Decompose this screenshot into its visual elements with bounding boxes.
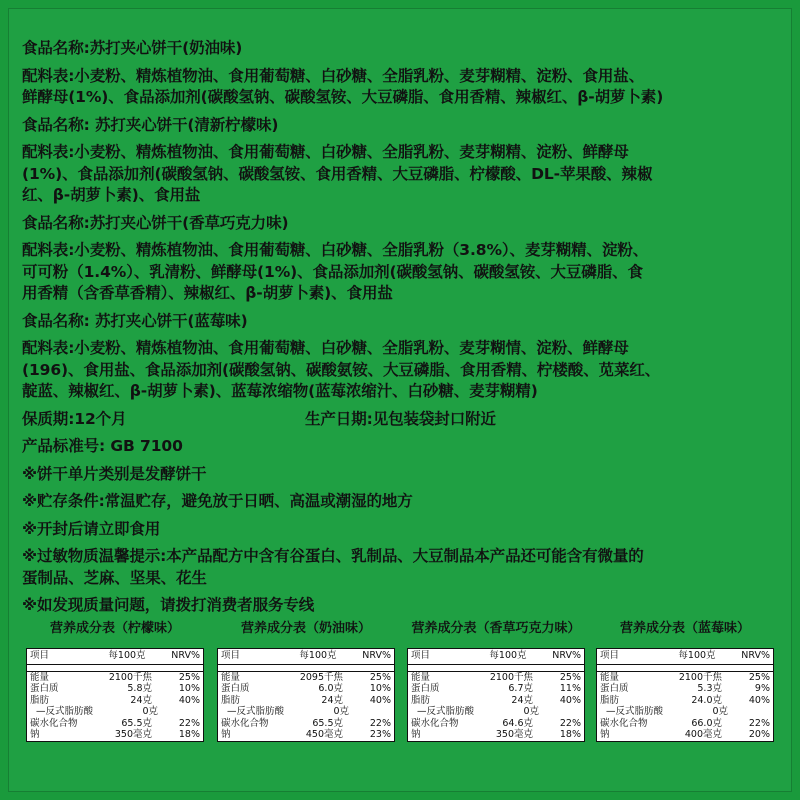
nutrient-nrv: [158, 706, 200, 718]
nutrient-nrv: 22%: [748, 717, 770, 729]
header-per100g: 每100克: [108, 650, 146, 661]
nutrient-name: 钠: [600, 729, 610, 740]
nutrition-table-title: 营养成分表（柠檬味）: [49, 621, 180, 636]
table-row: [597, 729, 773, 741]
nutrient-nrv: 22%: [178, 717, 200, 729]
nutrition-table-blueberry: [596, 620, 774, 742]
header-nrv: NRV%: [741, 650, 770, 661]
nutrient-amount: 64.6克: [502, 717, 533, 729]
product-block-lemon: [22, 115, 782, 137]
nutrient-amount: 0克: [142, 706, 158, 717]
nutrient-name: 能量: [600, 671, 620, 683]
nutrient-amount: 2095千焦: [299, 671, 343, 683]
nutrient-amount: 2100千焦: [489, 671, 533, 683]
table-row: [408, 695, 584, 707]
nutrient-name: —反式脂肪酸: [606, 706, 664, 717]
table-row: [218, 672, 394, 684]
ingredients-line: 配料表:小麦粉、精炼植物油、食用葡萄糖、白砂糖、全脂乳粉、麦芽糊精、淀粉、食用盐、: [22, 66, 645, 85]
table-row: [218, 729, 394, 741]
nutrient-amount: 65.5克: [121, 717, 152, 729]
ingredients-cream: [22, 66, 782, 109]
standard-row: [22, 436, 782, 458]
nutrient-amount: 450毫克: [305, 729, 343, 740]
nutrient-nrv: 25%: [748, 671, 770, 683]
product-name: 食品名称:苏打夹心饼干(奶油味): [22, 39, 243, 57]
table-row: [597, 706, 773, 718]
header-divider: [597, 665, 773, 672]
nutrient-amount: 5.3克: [697, 683, 722, 694]
nutrient-name: 碳水化合物: [30, 717, 78, 729]
table-row: [27, 706, 203, 718]
table-row: [408, 683, 584, 695]
allergen-note: [22, 546, 782, 589]
production-date: 生产日期:见包装袋封口附近: [305, 409, 496, 428]
nutrient-amount: 24克: [321, 694, 343, 706]
table-row: [408, 706, 584, 718]
header-divider: [408, 665, 584, 672]
header-item: 项目: [30, 650, 50, 661]
nutrition-table-cream: [217, 620, 395, 742]
note-row: [22, 519, 782, 541]
nutrient-nrv: 40%: [369, 694, 391, 706]
allergen-line: 蛋制品、芝麻、坚果、花生: [22, 568, 207, 587]
table-row: [27, 683, 203, 695]
note-storage: ※贮存条件:常温贮存，避免放于日晒、高温或潮湿的地方: [22, 492, 413, 510]
nutrient-name: 脂肪: [411, 694, 431, 706]
nutrient-amount: 400毫克: [684, 729, 722, 740]
table-header-row: [27, 649, 203, 665]
nutrition-grid: [596, 648, 774, 742]
nutrient-name: —反式脂肪酸: [36, 706, 94, 717]
nutrient-nrv: [349, 706, 391, 718]
header-divider: [27, 665, 203, 672]
header-per100g: 每100克: [489, 650, 527, 661]
nutrient-name: 碳水化合物: [600, 717, 648, 729]
nutrient-amount: 0克: [523, 706, 539, 717]
nutrient-name: 脂肪: [221, 694, 241, 706]
nutrient-nrv: 18%: [559, 729, 581, 740]
nutrient-amount: 24克: [511, 694, 533, 706]
allergen-line: ※过敏物质温馨提示:本产品配方中含有谷蛋白、乳制品、大豆制品本产品还可能含有微量的: [22, 547, 644, 565]
table-row: [27, 729, 203, 741]
note-biscuit-type: ※饼干单片类别是发酵饼干: [22, 464, 207, 483]
product-block-blueberry: [22, 311, 782, 333]
nutrient-name: —反式脂肪酸: [417, 706, 475, 717]
header-nrv: NRV%: [362, 650, 391, 661]
nutrition-tables: [26, 620, 786, 770]
table-row: [408, 718, 584, 730]
ingredients-line: 红、β-胡萝卜素)、食用盐: [22, 186, 201, 204]
note-row: [22, 464, 782, 486]
product-name: 食品名称: 苏打夹心饼干(蓝莓味): [22, 311, 248, 330]
ingredients-line: 用香精（含香草香精）、辣椒红、β-胡萝卜素)、食用盐: [22, 284, 393, 302]
note-after-opening: ※开封后请立即食用: [22, 519, 161, 538]
table-header-row: [597, 649, 773, 665]
nutrition-table-title: 营养成分表（香草巧克力味）: [411, 621, 581, 636]
nutrient-name: 蛋白质: [30, 683, 59, 694]
product-standard: 产品标准号: GB 7100: [22, 437, 183, 455]
note-row: [22, 491, 782, 513]
shelf-life: 保质期:12个月: [22, 409, 127, 428]
table-row: [408, 729, 584, 741]
nutrient-amount: 6.0克: [318, 683, 343, 694]
ingredients-line: 配料表:小麦粉、精炼植物油、食用葡萄糖、白砂糖、全脂乳粉（3.8%）、麦芽糊精、淀粉、: [22, 241, 649, 259]
table-row: [597, 695, 773, 707]
nutrition-table-lemon: [26, 620, 204, 742]
table-row: [218, 683, 394, 695]
table-row: [27, 718, 203, 730]
table-row: [597, 683, 773, 695]
nutrient-name: 钠: [30, 729, 40, 740]
nutrient-name: 能量: [30, 671, 50, 683]
nutrient-nrv: 40%: [559, 694, 581, 706]
nutrient-name: 脂肪: [30, 694, 50, 706]
nutrient-name: 碳水化合物: [221, 717, 269, 729]
nutrient-nrv: [539, 706, 581, 718]
ingredients-line: (196)、食用盐、食品添加剂(碳酸氢钠、碳酸氨铵、大豆磷脂、食用香精、柠楼酸、苋菜红、: [22, 360, 661, 379]
nutrient-nrv: 25%: [369, 671, 391, 683]
nutrient-name: 能量: [221, 671, 241, 683]
table-header-row: [218, 649, 394, 665]
nutrient-nrv: 9%: [754, 683, 770, 694]
table-row: [597, 672, 773, 684]
header-per100g: 每100克: [678, 650, 716, 661]
table-row: [218, 718, 394, 730]
nutrition-grid: [217, 648, 395, 742]
header-per100g: 每100克: [299, 650, 337, 661]
table-row: [408, 672, 584, 684]
nutrient-amount: 0克: [333, 706, 349, 717]
header-item: 项目: [411, 650, 431, 661]
nutrition-grid: [26, 648, 204, 742]
nutrition-table-title: 营养成分表（蓝莓味）: [619, 621, 750, 636]
nutrient-nrv: [728, 706, 770, 718]
nutrient-name: 碳水化合物: [411, 717, 459, 729]
table-row: [27, 672, 203, 684]
nutrient-name: —反式脂肪酸: [227, 706, 285, 717]
table-row: [597, 718, 773, 730]
nutrient-nrv: 40%: [748, 694, 770, 706]
nutrient-amount: 2100千焦: [108, 671, 152, 683]
nutrient-nrv: 18%: [178, 729, 200, 740]
nutrient-amount: 350毫克: [495, 729, 533, 740]
ingredients-line: 配料表:小麦粉、精炼植物油、食用葡萄糖、白砂糖、全脂乳粉、麦芽糊精、淀粉、鲜酵母: [22, 143, 629, 161]
nutrient-amount: 5.8克: [127, 683, 152, 694]
nutrient-name: 钠: [411, 729, 421, 740]
nutrient-nrv: 40%: [178, 694, 200, 706]
ingredients-line: 配料表:小麦粉、精炼植物油、食用葡萄糖、白砂糖、全脂乳粉、麦芽糊情、淀粉、鲜酵母: [22, 339, 629, 357]
product-block-vanilla-chocolate: [22, 213, 782, 235]
product-name: 食品名称: 苏打夹心饼干(清新柠檬味): [22, 115, 279, 134]
nutrition-table-vanilla-chocolate: [407, 620, 585, 742]
nutrient-nrv: 11%: [559, 683, 581, 694]
nutrient-nrv: 22%: [559, 717, 581, 729]
nutrient-nrv: 25%: [559, 671, 581, 683]
nutrient-name: 蛋白质: [221, 683, 250, 694]
nutrient-name: 能量: [411, 671, 431, 683]
nutrition-grid: [407, 648, 585, 742]
header-nrv: NRV%: [171, 650, 200, 661]
nutrient-amount: 24克: [130, 694, 152, 706]
nutrient-name: 蛋白质: [600, 683, 629, 694]
table-row: [218, 695, 394, 707]
product-block-cream: [22, 38, 782, 60]
nutrient-amount: 24.0克: [691, 694, 722, 706]
nutrient-nrv: 10%: [369, 683, 391, 694]
product-name: 食品名称:苏打夹心饼干(香草巧克力味): [22, 213, 289, 232]
table-header-row: [408, 649, 584, 665]
nutrient-amount: 350毫克: [114, 729, 152, 740]
header-nrv: NRV%: [552, 650, 581, 661]
ingredients-line: 鲜酵母(1%)、食品添加剂(碳酸氢钠、碳酸氢铵、大豆磷脂、食用香精、辣椒红、β-胡萝卜素): [22, 88, 664, 106]
nutrient-nrv: 10%: [178, 683, 200, 694]
nutrient-amount: 2100千焦: [678, 671, 722, 683]
nutrient-name: 蛋白质: [411, 683, 440, 694]
nutrient-nrv: 23%: [369, 729, 391, 740]
table-row: [27, 695, 203, 707]
ingredients-line: (1%)、食品添加剂(碳酸氢钠、碳酸氢铵、食用香精、大豆磷脂、柠檬酸、DL-苹果酸、辣椒: [22, 164, 653, 183]
nutrient-nrv: 25%: [178, 671, 200, 683]
table-row: [218, 706, 394, 718]
ingredients-line: 靛蓝、辣椒红、β-胡萝卜素)、蓝莓浓缩物(蓝莓浓缩汁、白砂糖、麦芽糊精): [22, 382, 538, 400]
header-divider: [218, 665, 394, 672]
nutrient-name: 脂肪: [600, 694, 620, 706]
nutrition-table-title: 营养成分表（奶油味）: [240, 621, 371, 636]
nutrient-amount: 66.0克: [691, 717, 722, 729]
ingredients-lemon: [22, 142, 782, 207]
quality-note: ※如发现质量问题，请拨打消费者服务专线: [22, 596, 315, 614]
label-text: [22, 38, 782, 623]
dates-row: [22, 409, 782, 431]
nutrient-nrv: 20%: [748, 729, 770, 740]
ingredients-blueberry: [22, 338, 782, 403]
nutrient-amount: 6.7克: [508, 683, 533, 694]
nutrient-name: 钠: [221, 729, 231, 740]
note-row: [22, 595, 782, 617]
header-item: 项目: [221, 650, 241, 661]
header-item: 项目: [600, 650, 620, 661]
nutrient-nrv: 22%: [369, 717, 391, 729]
nutrient-amount: 65.5克: [312, 717, 343, 729]
ingredients-line: 可可粉（1.4%）、乳清粉、鲜酵母(1%)、食品添加剂(碳酸氢钠、碳酸氢铵、大豆磷脂、食: [22, 262, 643, 281]
ingredients-vanilla-chocolate: [22, 240, 782, 305]
nutrient-amount: 0克: [712, 706, 728, 717]
